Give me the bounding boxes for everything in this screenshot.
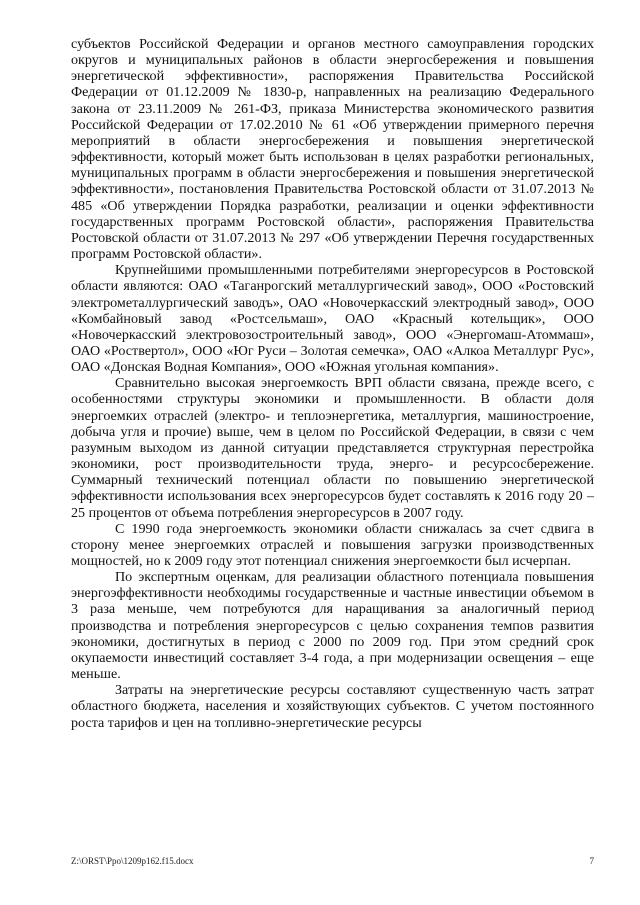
paragraph-expert-estimates: По экспертным оценкам, для реализации областного потенциала повышения энергоэффективности необходимы государственные и частные инвестиции объемом в 3 раза меньше, чем потребуются для наращивания за аналогичный период производства и потребления энергоресурсов с целью сохранения темпов развития экономики, достигнутых в период с 2000 по 2009 год. При этом средний срок окупаемости инвестиций составляет 3-4 года, а при модернизации освещения – еще меньше. bbox=[71, 569, 594, 683]
paragraph-since-1990: С 1990 года энергоемкость экономики области снижалась за счет сдвига в сторону менее энергоемких отраслей и повышения загрузки производственных мощностей, но к 2009 году этот потенциал снижения энергоемкости был исчерпан. bbox=[71, 520, 594, 569]
footer-file-path: Z:\ORST\Ppo\1209p162.f15.docx bbox=[71, 856, 194, 866]
paragraph-industrial-consumers: Крупнейшими промышленными потребителями энергоресурсов в Ростовской области являются: ОАО «Таганрогский металлургический завод», ООО «Ростовский электрометаллургический заводъ», ОАО «Новочеркасский электродный завод», ООО «Комбайновый завод «Ростсельмаш», ОАО «Красный котельщик», ООО «Новочеркасский электровозостроительный завод», ООО «Энергомаш-Атоммаш», ОАО «Роствертол», ООО «Юг Руси – Золотая семечка», ОАО «Алкоа Металлург Рус», ОАО «Донская Водная Компания», ООО «Южная угольная компания». bbox=[71, 262, 594, 376]
page-number: 7 bbox=[589, 856, 594, 866]
paragraph-energy-intensity: Сравнительно высокая энергоемкость ВРП области связана, прежде всего, с особенностями структуры экономики и промышленности. В области доля энергоемких отраслей (электро- и теплоэнергетика, металлургия, машиностроение, добыча угля и прочие) выше, чем в целом по Российской Федерации, в связи с чем разумным выходом из данной ситуации представляется структурная перестройка экономики, рост производительности труда, энерго- и ресурсосбережение. Суммарный технический потенциал области по повышению энергетической эффективности использования всех энергоресурсов будет составлять к 2016 году 20 – 25 процентов от объема потребления энергоресурсов в 2007 году. bbox=[71, 375, 594, 521]
paragraph-energy-costs: Затраты на энергетические ресурсы составляют существенную часть затрат областного бюджета, населения и хозяйствующих субъектов. С учетом постоянного роста тарифов и цен на топливно-энергетические ресурсы bbox=[71, 682, 594, 731]
page-footer bbox=[71, 856, 594, 866]
document-body bbox=[71, 36, 594, 731]
paragraph-continuation: субъектов Российской Федерации и органов местного самоуправления городских округов и муниципальных районов в области энергосбережения и повышения энергетической эффективности», распоряжения Правительства Российской Федерации от 01.12.2009 № 1830-р, направленных на реализацию Федерального закона от 23.11.2009 № 261-ФЗ, приказа Министерства экономического развития Российской Федерации от 17.02.2010 № 61 «Об утверждении примерного перечня мероприятий в области энергосбережения и повышения энергетической эффективности, который может быть использован в целях разработки региональных, муниципальных программ в области энергосбережения и повышения энергетической эффективности», постановления Правительства Ростовской области от 31.07.2013 № 485 «Об утверждении Порядка разработки, реализации и оценки эффективности государственных программ Ростовской области», распоряжения Правительства Ростовской области от 31.07.2013 № 297 «Об утверждении Перечня государственных программ Ростовской области». bbox=[71, 36, 594, 263]
